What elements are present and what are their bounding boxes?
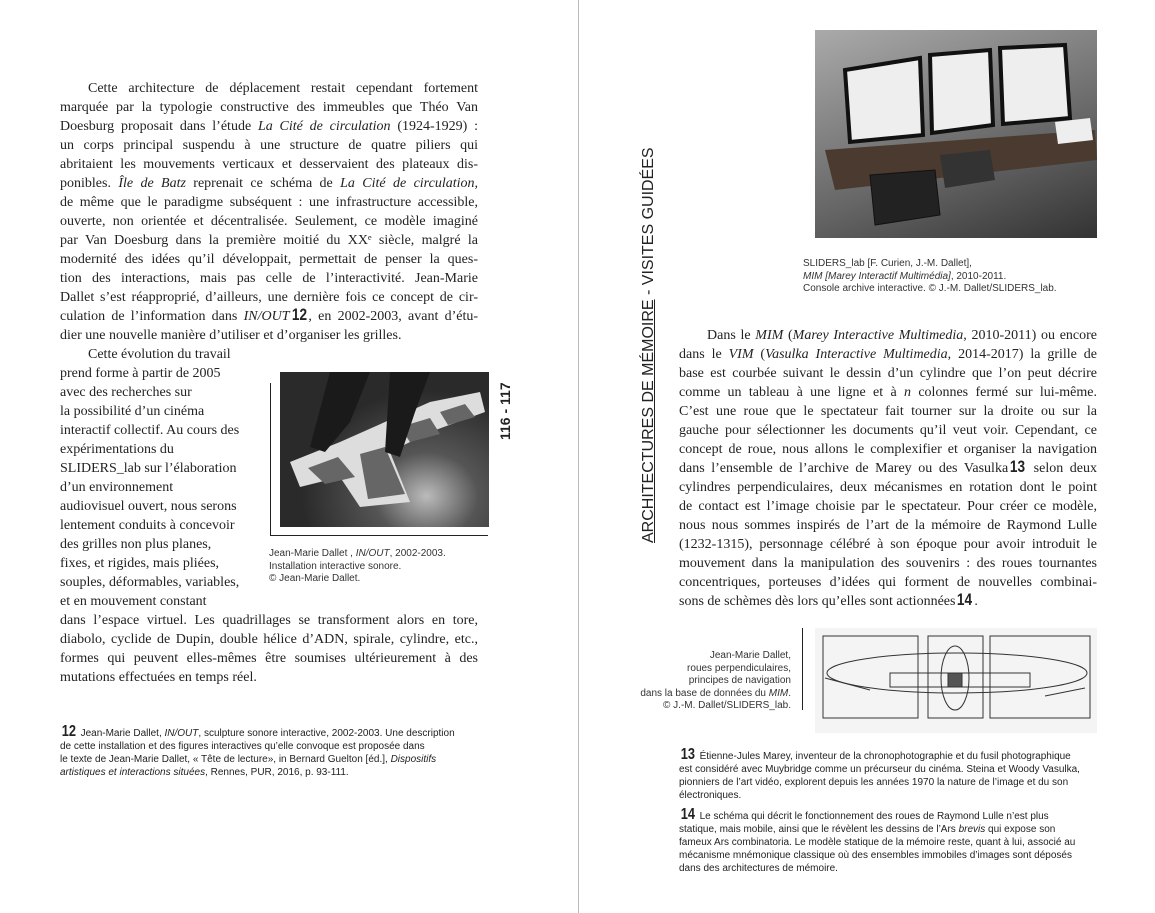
text-line (679, 345, 1097, 364)
text-run: sons de schèmes dès lors qu’elles sont actionnées (679, 594, 956, 609)
figure-bracket-horizontal (270, 535, 488, 536)
text-line (679, 497, 1097, 516)
text-line (60, 478, 250, 497)
text-line (60, 307, 478, 326)
text-run: fameux Ars combinatoria. Le modèle statique de la mémoire reste, quant à lui, associé au (679, 837, 1076, 848)
text-run: SLIDERS_lab [F. Curien, J.-M. Dallet], (803, 258, 972, 269)
footnote-line (60, 766, 480, 779)
text-run: Dans le (707, 328, 756, 343)
text-line (60, 345, 250, 364)
text-run: SLIDERS_lab sur l’élaboration (60, 461, 237, 476)
text-run: base est courbée suivant le dessin d’un cylindre que l’on peut décrire (679, 366, 1097, 381)
text-run: © J.-M. Dallet/SLIDERS_lab. (663, 700, 791, 711)
footnote-line (679, 776, 1099, 789)
text-run: prend forme à partir de 2005 (60, 366, 221, 381)
console-screens-illustration (815, 30, 1097, 238)
text-run: souples, déformables, variables, (60, 575, 240, 590)
figure-caption-wheels (615, 650, 791, 713)
text-run: . (788, 687, 791, 699)
caption-rule (802, 628, 803, 710)
text-line (60, 440, 250, 459)
text-line (615, 650, 791, 663)
text-run: , 2010-2011) ou encore (963, 328, 1097, 343)
italic-run: artistiques et interactions situées (60, 767, 206, 778)
italic-run: Vasulka Interactive Multimedia (765, 347, 948, 362)
text-run: gauche pour sélectionner les documents qu’il veut voir. Cependant, ce (679, 423, 1097, 438)
footnote-line (60, 740, 480, 753)
text-line (60, 364, 250, 383)
text-line (60, 649, 478, 668)
text-run: interactif collectif. Au cours des (60, 423, 240, 438)
drawing-perpendicular-wheels (815, 628, 1097, 733)
text-line (60, 592, 250, 611)
footnote-ref: 13 (1010, 457, 1026, 476)
text-run: Doesburg proposait dans l’étude (60, 119, 258, 134)
text-run: , 2002-2003. (389, 548, 446, 559)
text-run: électroniques. (679, 790, 742, 801)
text-run: le texte de Jean-Marie Dallet, « Tête de lecture», in Bernard Guelton [éd.], (60, 754, 391, 765)
footnote-line (60, 753, 480, 766)
text-line (60, 383, 250, 402)
text-line (679, 421, 1097, 440)
text-run: , Rennes, PUR, 2016, p. 93-111. (205, 767, 349, 778)
text-line (60, 326, 478, 345)
text-run: dans des architectures de mémoire. (679, 863, 838, 874)
text-line (269, 548, 446, 561)
text-line (679, 554, 1097, 573)
italic-run: IN/OUT (355, 548, 390, 559)
footnote-number: 13 (680, 746, 696, 763)
text-run: marquée par la typologie constructive des immeubles que Théo Van (60, 100, 478, 115)
figure-caption-in-out (269, 548, 446, 586)
text-run: (1232-1315), personnage célébré à son époque pour avoir introduit le (679, 537, 1097, 552)
footnote-line (679, 808, 1099, 823)
text-line (679, 364, 1097, 383)
text-run: Étienne-Jules Marey, inventeur de la chronophotographie et du fusil photographique (696, 751, 1071, 762)
text-run: mouvement dans la manipulation des souvenirs : des roues tournantes (679, 556, 1097, 571)
text-run: , 2010-2011. (950, 270, 1007, 282)
text-run: © Jean-Marie Dallet. (269, 573, 361, 584)
text-line (679, 535, 1097, 554)
text-run: nous nous sommes inspirés de l’art de la mémoire de Raymond Lulle (679, 518, 1097, 533)
text-line (60, 193, 478, 212)
text-run: pionniers de l’art vidéo, explorent depuis les années 1970 la nature de l’image et du son (679, 777, 1069, 788)
text-run: expérimentations du (60, 442, 174, 457)
italic-run: MIM [Marey Interactif Multimédia] (803, 270, 951, 282)
gutter-divider (578, 0, 579, 913)
text-line (60, 516, 250, 535)
text-run: comme un tableau à une ligne et à (679, 385, 905, 400)
text-line (60, 611, 478, 630)
text-run: qui expose son (985, 824, 1056, 835)
text-run: Dallet s’est réapproprié, d’ailleurs, une dernière fois ce concept de cir- (60, 290, 478, 305)
text-line (60, 630, 478, 649)
text-run: et en mouvement constant (60, 594, 207, 609)
italic-run: Dispositifs (390, 754, 437, 765)
text-run: dans le (679, 347, 729, 362)
text-run: , en 2002-2003, avant d’étu- (308, 309, 479, 324)
text-run: . (974, 594, 978, 609)
text-line (615, 663, 791, 676)
text-run: par Van Doesburg dans la première moitié du XXᵉ siècle, malgré la (60, 233, 478, 248)
text-run: de même que le paradigme subséquent : une infrastructure accessible, (60, 195, 478, 210)
text-run: roues perpendiculaires, (687, 662, 791, 674)
text-run: principes de navigation (688, 675, 791, 686)
text-run: Console archive interactive. © J.-M. Dallet/SLIDERS_lab. (803, 283, 1057, 294)
photo-mim-console (815, 30, 1097, 238)
text-line (60, 117, 478, 136)
text-line (60, 79, 478, 98)
footnote-ref: 14 (957, 590, 973, 609)
text-line (803, 258, 1057, 271)
text-line (679, 516, 1097, 535)
paragraph-mim-vim (679, 326, 1097, 611)
text-run: C’est une roue que le spectateur fait tourner sur la droite ou sur la (679, 404, 1097, 419)
text-run: colonnes fermé sur lui-même. (911, 385, 1097, 400)
paragraph-architecture (60, 79, 478, 345)
text-line (60, 497, 250, 516)
text-line (269, 573, 446, 586)
italic-run: IN/OUT (243, 309, 290, 324)
text-run: d’un environnement (60, 480, 174, 495)
footnote-number: 12 (61, 723, 77, 740)
italic-run: Marey Interactive Multimedia (792, 328, 964, 343)
text-run: dier une nouvelle manière d’utiliser et d’organiser les grilles. (60, 328, 402, 343)
running-head-title: ARCHITECTURES DE MÉMOIRE (640, 299, 657, 543)
text-run: reprenait ce schéma de (185, 176, 341, 191)
text-line (679, 592, 1097, 611)
text-line (803, 271, 1057, 284)
text-run: concept de roue, nous allons le complexifier et organiser la navigation (679, 442, 1097, 457)
text-run: Cette architecture de déplacement restait cependant fortement (88, 81, 478, 96)
footnote-line (679, 763, 1099, 776)
text-run: concentriques, porteuses d’idées qui forment de nouvelles combinai- (679, 575, 1097, 590)
footnote-line (679, 849, 1099, 862)
text-line (60, 269, 478, 288)
italic-run: MIM (768, 687, 789, 699)
footnote-line (60, 725, 480, 740)
text-run: de cette installation et des figures interactives qu’elle convoque est proposée dans (60, 741, 425, 752)
footnote-line (679, 823, 1099, 836)
figure-bracket-vertical (270, 383, 271, 535)
text-line (60, 554, 250, 573)
text-line (60, 231, 478, 250)
text-run: selon deux (1027, 461, 1097, 476)
figure-caption-mim (803, 258, 1057, 296)
text-line (60, 668, 478, 687)
text-run: abritaient les mouvements verticaux et desservaient des plateaux dis- (60, 157, 478, 172)
text-run: culation de l’information dans (60, 309, 244, 324)
footnote-line (679, 789, 1099, 802)
footnote-ref: 12 (291, 305, 307, 324)
text-run: Jean-Marie Dallet , (269, 548, 356, 559)
text-line (60, 459, 250, 478)
italic-run: brevis (958, 824, 986, 835)
italic-run: Île de Batz (118, 176, 186, 191)
text-run: (1924-1929) : (390, 119, 478, 134)
text-run: dans la base de données du (640, 687, 769, 699)
footnote-line (679, 748, 1099, 763)
text-run: est considéré avec Muybridge comme un précurseur du cinéma. Steina et Woody Vasulka, (679, 764, 1080, 775)
text-run: la possibilité d’un cinéma (60, 404, 205, 419)
text-run: ( (783, 328, 793, 343)
italic-run: MIM (755, 328, 784, 343)
italic-run: n (904, 385, 912, 400)
italic-run: La Cité de circulation, (340, 176, 478, 191)
text-run: avec des recherches sur (60, 385, 192, 400)
page-numbers: 116 - 117 (497, 382, 513, 440)
italic-run: IN/OUT (164, 728, 199, 739)
text-line (679, 383, 1097, 402)
text-line (803, 283, 1057, 296)
text-line (60, 98, 478, 117)
text-line (60, 136, 478, 155)
running-head-subtitle: - VISITES GUIDÉES (640, 147, 657, 300)
photo-in-out-installation (280, 372, 489, 527)
running-head (640, 147, 658, 543)
wheels-sketch (815, 628, 1097, 733)
text-run: audiovisuel ouvert, nous serons (60, 499, 237, 514)
text-run: lentement conduits à concevoir (60, 518, 235, 533)
text-run: statique, mais mobile, ainsi que le révèlent les dessins de l’Ars (679, 824, 959, 835)
text-line (679, 573, 1097, 592)
text-line (679, 402, 1097, 421)
text-run: mécanisme mnémonique classique où des ensembles immobiles d’images sont déposés (679, 850, 1072, 861)
paragraph-evolution-wrap (60, 345, 250, 611)
text-run: dans l’espace virtuel. Les quadrillages se transforment alors en tore, (60, 613, 478, 628)
paragraph-evolution-continued (60, 611, 478, 687)
italic-run: La Cité de circulation (257, 119, 391, 134)
footnote-line (679, 862, 1099, 875)
text-line (269, 561, 446, 574)
text-run: Cette évolution du travail (88, 347, 231, 362)
text-run: un corps principal suspendu à une structure de quatre piliers qui (60, 138, 478, 153)
text-run: diabolo, cyclide de Dupin, double hélice d’ADN, spirale, cylindre, etc., (60, 632, 478, 647)
text-run: modernité des idées qu’il développait, permettait de penser la ques- (60, 252, 478, 267)
text-line (60, 174, 478, 193)
text-run: Jean-Marie Dallet, (709, 650, 791, 661)
text-run: de contact est l’image choisie par le spectateur. Pour créer ce modèle, (679, 499, 1097, 514)
text-run: tion des interactions, mais pas celle de l’interactivité. Jean-Marie (60, 271, 478, 286)
text-run: ouverte, non orientée et décentralisée. Seulement, ce modèle imaginé (60, 214, 478, 229)
text-line (615, 688, 791, 701)
text-line (679, 326, 1097, 345)
footnote-12 (60, 725, 480, 779)
text-run: , sculpture sonore interactive, 2002-2003. Une description (198, 728, 455, 739)
text-run: cylindres perpendiculaires, deux mécanismes en rotation dont le point (679, 480, 1097, 495)
text-run: fixes, et rigides, mais pliées, (60, 556, 220, 571)
text-run: Jean-Marie Dallet, (77, 728, 165, 739)
text-run: formes qui peuvent elles-mêmes être soumises ultérieurement à des (60, 651, 478, 666)
text-run: dans l’ensemble de l’archive de Marey ou des Vasulka (679, 461, 1009, 476)
italic-run: VIM (728, 347, 754, 362)
text-line (60, 402, 250, 421)
text-run: Le schéma qui décrit le fonctionnement des roues de Raymond Lulle n’est plus (696, 811, 1049, 822)
footnote-number: 14 (680, 806, 696, 823)
footnote-14 (679, 808, 1099, 875)
text-run: ponibles. (60, 176, 119, 191)
footnote-line (679, 836, 1099, 849)
text-line (60, 155, 478, 174)
text-line (60, 250, 478, 269)
text-line (60, 535, 250, 554)
footnote-13 (679, 748, 1099, 802)
text-line (615, 700, 791, 713)
text-line (679, 440, 1097, 459)
text-line (679, 478, 1097, 497)
text-run: des grilles non plus planes, (60, 537, 212, 552)
text-run: mutations effectuées en temps réel. (60, 670, 257, 685)
text-line (615, 675, 791, 688)
text-line (679, 459, 1097, 478)
text-line (60, 288, 478, 307)
floor-grid-illustration (280, 372, 489, 527)
text-run: ( (753, 347, 766, 362)
text-run: Installation interactive sonore. (269, 560, 402, 572)
text-run: , 2014-2017) la grille de (947, 347, 1098, 362)
text-line (60, 573, 250, 592)
text-line (60, 421, 250, 440)
text-line (60, 212, 478, 231)
